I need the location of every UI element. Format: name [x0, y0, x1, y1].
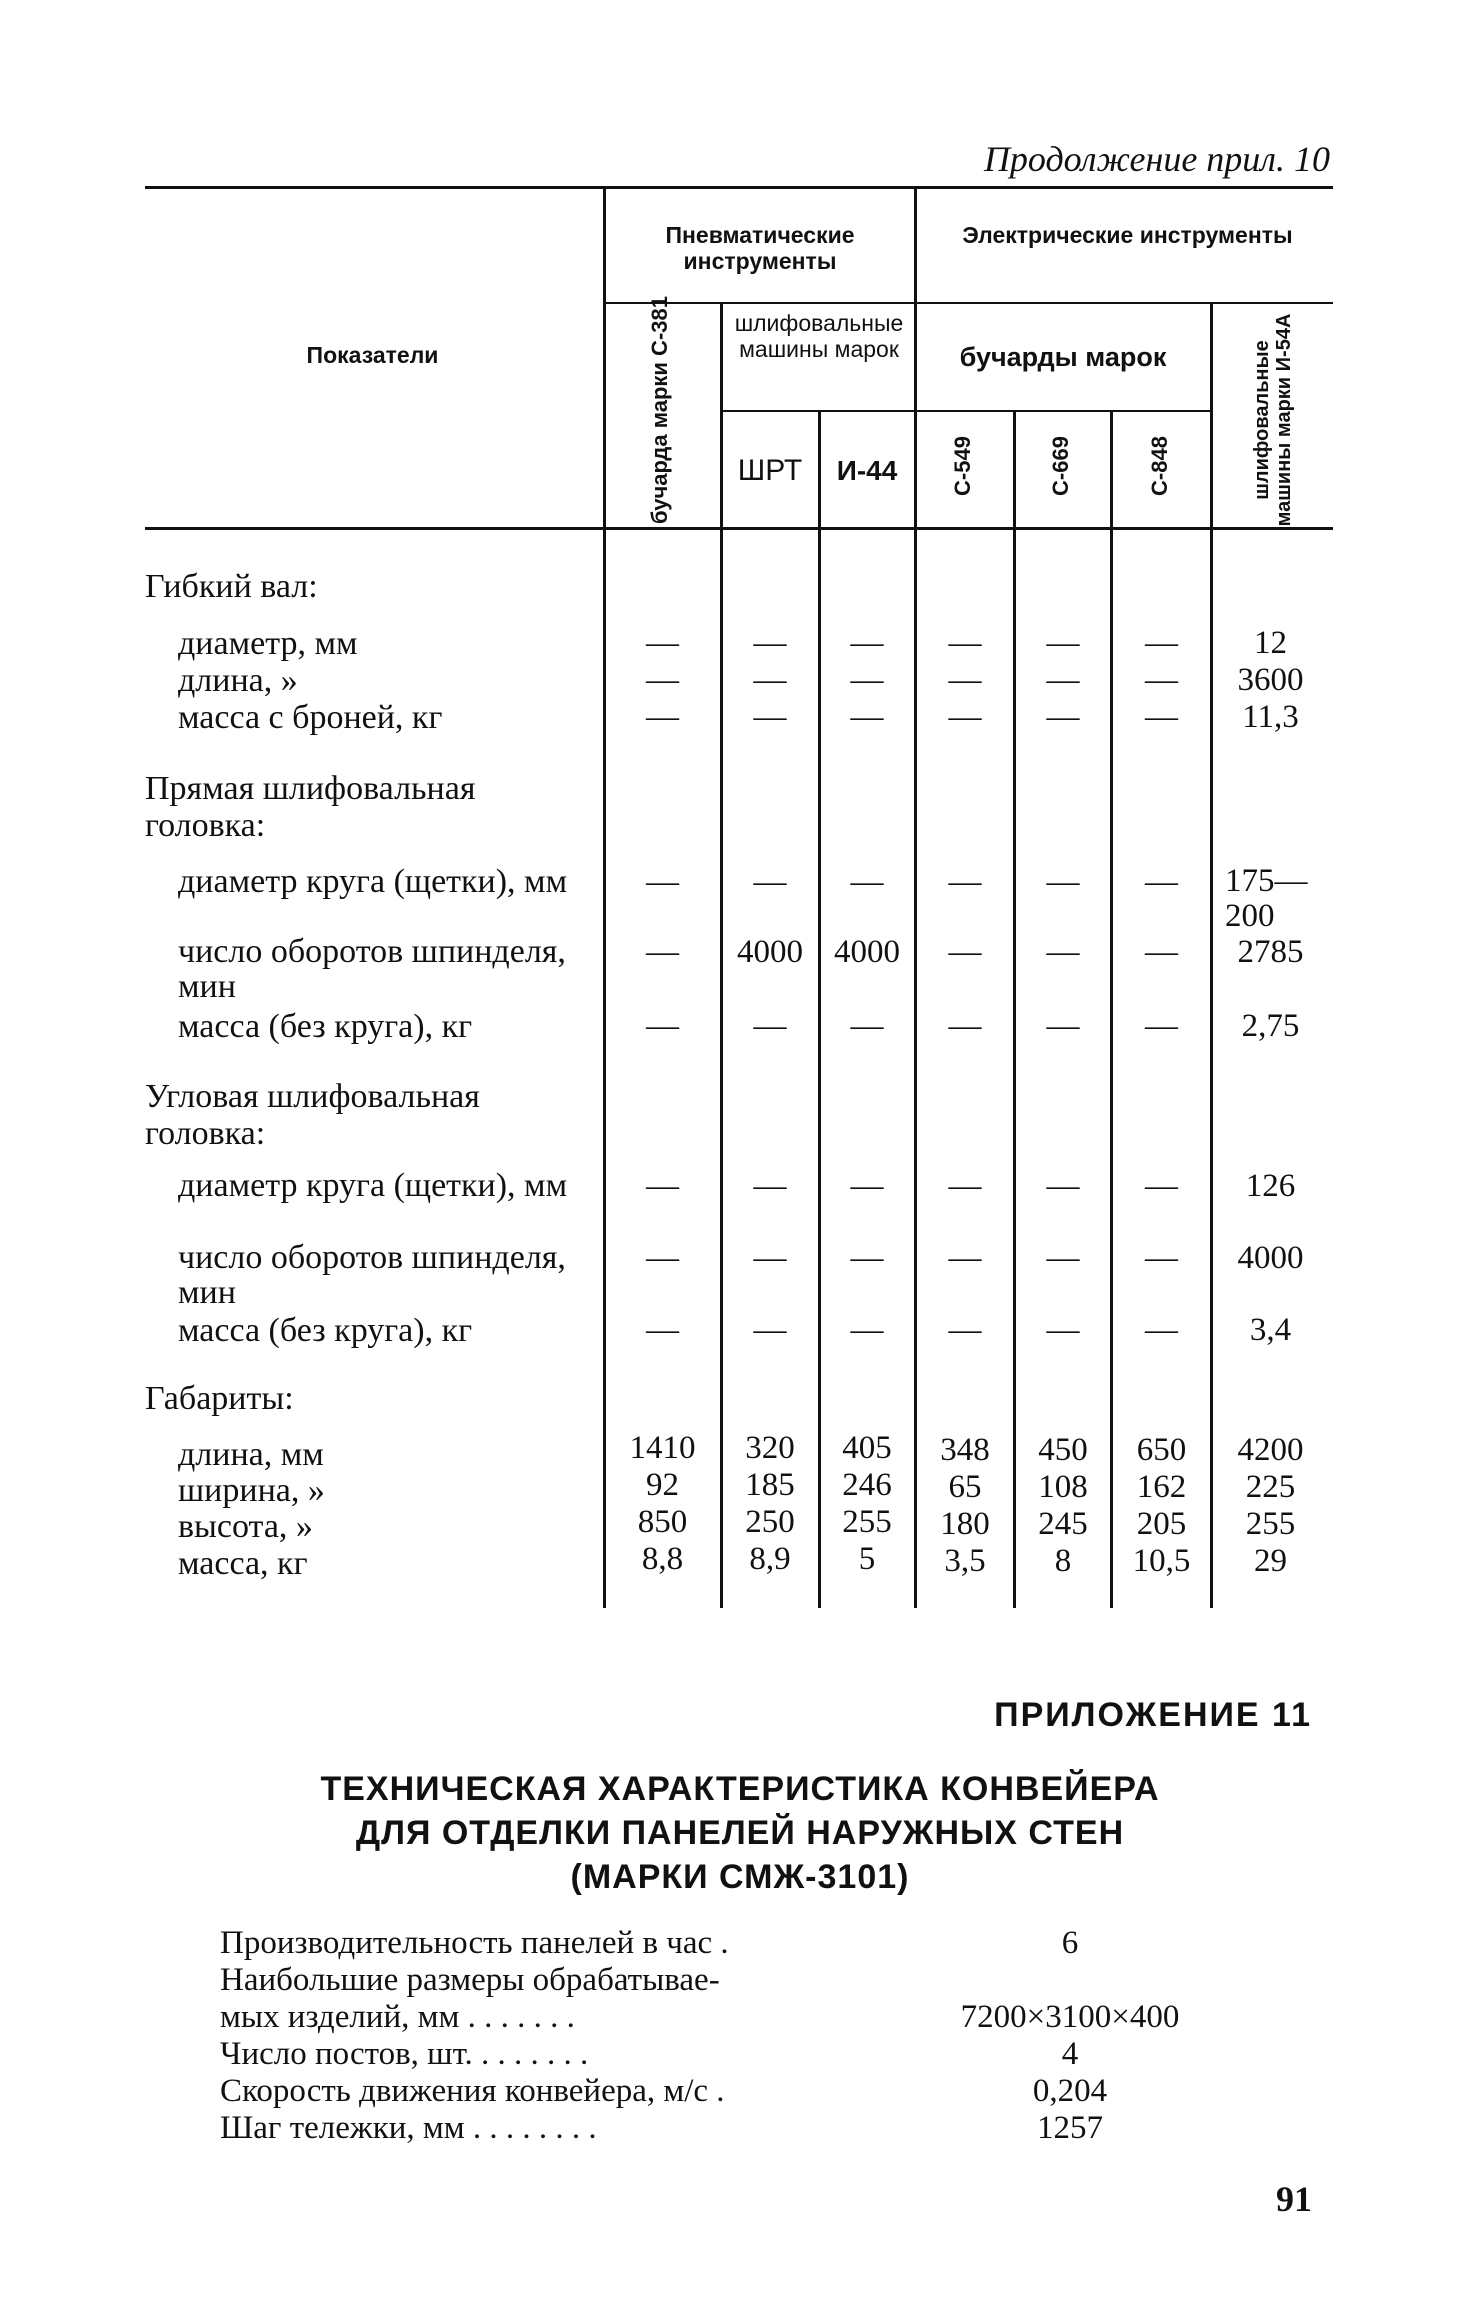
spec-value: 7200×3100×400 — [960, 1999, 1180, 2035]
table-cell: — — [850, 662, 884, 698]
table-cell: — — [1145, 662, 1178, 698]
row-label: длина, » — [178, 662, 298, 699]
table-cell: 246 — [842, 1467, 892, 1503]
table-cell: 65 — [948, 1469, 982, 1505]
header-grinding-i54a: шлифовальные машины марки И-54А — [1251, 313, 1295, 527]
spec-label: мых изделий, мм . . . . . . . — [220, 1999, 575, 2035]
buchardy-subrule — [915, 410, 1210, 412]
table-cell: — — [850, 1240, 884, 1276]
table-cell: — — [850, 1312, 884, 1348]
table-cell: — — [1046, 864, 1080, 900]
table-cell: 450 — [1038, 1432, 1088, 1468]
table-cell: 320 — [745, 1430, 795, 1466]
row-label: масса, кг — [178, 1545, 308, 1582]
group-title-flex-shaft: Гибкий вал: — [145, 568, 318, 605]
table-cell: 5 — [858, 1541, 876, 1577]
spec-label: Число постов, шт. . . . . . . . — [220, 2036, 589, 2072]
table-cell: — — [753, 1240, 787, 1276]
row-label: ширина, » — [178, 1472, 325, 1509]
table-cell: — — [1145, 699, 1178, 735]
table-cell: 3,4 — [1249, 1312, 1292, 1348]
table-cell: 8,9 — [749, 1541, 791, 1577]
table-cell: — — [948, 1240, 982, 1276]
table-cell: — — [646, 662, 679, 698]
table-cell: — — [1145, 934, 1178, 970]
row-label: диаметр, мм — [178, 625, 358, 662]
row-label: диаметр круга (щетки), мм — [178, 1167, 568, 1204]
table-cell: — — [948, 625, 982, 661]
table-cell: — — [1145, 864, 1178, 900]
header-electric: Электрические инструменты — [962, 222, 1293, 248]
table-header-rule — [145, 527, 1333, 530]
spec-value: 4 — [1061, 2036, 1079, 2072]
table-cell: 255 — [1245, 1506, 1296, 1542]
table-cell: 8 — [1054, 1543, 1072, 1579]
header-buchardy: бучарды марок — [959, 342, 1167, 372]
spec-value: 1257 — [1037, 2110, 1103, 2146]
table-cell: 2785 — [1237, 934, 1304, 970]
spec-label: Наибольшие размеры обрабатывае- — [220, 1962, 720, 1998]
table-cell: 108 — [1038, 1469, 1088, 1505]
table-cell: 1410 — [629, 1430, 696, 1466]
table-cell: 4000 — [1237, 1240, 1304, 1276]
table-cell: — — [646, 1168, 679, 1204]
table-cell: — — [948, 699, 982, 735]
header-indicators: Показатели — [306, 342, 439, 368]
group-title-straight-head: Прямая шлифовальная головка: — [145, 770, 476, 844]
table-top-rule — [145, 186, 1333, 189]
header-grinding-pneumatic: шлифовальные машины марок — [734, 310, 904, 362]
table-cell: 126 — [1245, 1168, 1296, 1204]
table-cell: — — [1046, 1168, 1080, 1204]
table-cell: — — [1145, 1240, 1178, 1276]
table-cell: 255 — [842, 1504, 892, 1540]
table-cell: 162 — [1136, 1469, 1187, 1505]
table-cell: 405 — [842, 1430, 892, 1466]
table-cell: — — [646, 1008, 679, 1044]
table-cell: 10,5 — [1132, 1543, 1191, 1579]
table-cell: — — [1046, 662, 1080, 698]
table-cell: 225 — [1245, 1469, 1296, 1505]
table-cell: — — [753, 625, 787, 661]
appendix-title-line-1: ТЕХНИЧЕСКАЯ ХАРАКТЕРИСТИКА КОНВЕЙЕРА — [320, 1770, 1160, 1808]
table-cell: — — [850, 699, 884, 735]
row-label: масса (без круга), кг — [178, 1312, 473, 1349]
header-pneumatic: Пневматические инструменты — [665, 222, 855, 274]
row-label: длина, мм — [178, 1436, 324, 1473]
row-label: высота, » — [178, 1508, 313, 1545]
appendix-label: ПРИЛОЖЕНИЕ 11 — [994, 1696, 1312, 1734]
table-cell: — — [1046, 1008, 1080, 1044]
appendix-title-line-2: ДЛЯ ОТДЕЛКИ ПАНЕЛЕЙ НАРУЖНЫХ СТЕН — [355, 1814, 1125, 1852]
table-cell: 850 — [637, 1504, 688, 1540]
table-cell: — — [753, 662, 787, 698]
table-cell: — — [850, 1168, 884, 1204]
table-cell: — — [753, 1168, 787, 1204]
table-cell: 205 — [1136, 1506, 1187, 1542]
table-cell: 3600 — [1237, 662, 1304, 698]
table-cell: — — [646, 934, 679, 970]
table-cell: — — [948, 934, 982, 970]
table-cell: 175—200 — [1225, 863, 1308, 934]
table-cell: 245 — [1038, 1506, 1088, 1542]
group-title-dimensions: Габариты: — [145, 1380, 294, 1417]
table-cell: 12 — [1254, 625, 1287, 661]
table-cell: — — [1145, 1008, 1178, 1044]
spec-label: Шаг тележки, мм . . . . . . . . — [220, 2110, 597, 2146]
spec-value: 6 — [1061, 1925, 1079, 1961]
table-cell: — — [646, 699, 679, 735]
table-cell: — — [646, 625, 679, 661]
table-cell: 4000 — [737, 934, 803, 970]
header-bucharda-s381: бучарда марки С-381 — [647, 296, 672, 524]
table-cell: — — [1145, 1312, 1178, 1348]
col-divider-1 — [603, 188, 606, 1608]
table-cell: — — [753, 1008, 787, 1044]
table-cell: 4200 — [1237, 1432, 1304, 1468]
spec-value: 0,204 — [1032, 2073, 1108, 2109]
table-cell: — — [948, 1008, 982, 1044]
table-cell: 11,3 — [1242, 699, 1299, 735]
header-s848: С-848 — [1147, 436, 1172, 496]
table-cell: 4000 — [834, 934, 900, 970]
table-cell: — — [948, 864, 982, 900]
table-cell: 250 — [745, 1504, 795, 1540]
table-cell: — — [646, 864, 679, 900]
table-cell: — — [948, 1168, 982, 1204]
header-s549: С-549 — [950, 436, 975, 496]
page-number: 91 — [1276, 2179, 1312, 2219]
header-shrt: ШРТ — [737, 454, 803, 487]
table-cell: — — [1145, 625, 1178, 661]
table-cell: — — [1046, 699, 1080, 735]
header-i44: И-44 — [836, 455, 898, 486]
table-cell: 29 — [1254, 1543, 1287, 1579]
continuation-note: Продолжение прил. 10 — [983, 139, 1330, 179]
spec-label: Скорость движения конвейера, м/с . — [220, 2073, 725, 2109]
table-cell: — — [1046, 625, 1080, 661]
table-cell: — — [850, 1008, 884, 1044]
table-cell: — — [948, 1312, 982, 1348]
table-cell: 180 — [940, 1506, 990, 1542]
table-cell: 2,75 — [1241, 1008, 1300, 1044]
spec-label: Производительность панелей в час . — [220, 1925, 729, 1961]
table-cell: — — [1046, 1312, 1080, 1348]
row-label: масса (без круга), кг — [178, 1008, 473, 1045]
group-title-angle-head: Угловая шлифовальная головка: — [145, 1078, 480, 1152]
table-cell: — — [850, 864, 884, 900]
table-cell: 185 — [745, 1467, 795, 1503]
table-cell: — — [753, 1312, 787, 1348]
table-cell: — — [1046, 1240, 1080, 1276]
row-label: число оборотов шпинделя, мин — [178, 933, 566, 1005]
table-cell: — — [850, 625, 884, 661]
table-cell: 92 — [646, 1467, 679, 1503]
table-cell: 3,5 — [944, 1543, 986, 1579]
table-cell: 650 — [1136, 1432, 1187, 1468]
table-cell: — — [948, 662, 982, 698]
header-s669: С-669 — [1048, 436, 1073, 496]
row-label: число оборотов шпинделя, мин — [178, 1239, 566, 1311]
table-cell: 8,8 — [641, 1541, 684, 1577]
table-cell: — — [753, 699, 787, 735]
row-label: масса с броней, кг — [178, 699, 443, 736]
appendix-title-line-3: (МАРКИ СМЖ-3101) — [570, 1858, 910, 1896]
table-cell: — — [646, 1240, 679, 1276]
row-label: диаметр круга (щетки), мм — [178, 863, 568, 900]
electric-subrule — [915, 302, 1333, 304]
table-cell: — — [646, 1312, 679, 1348]
table-cell: — — [1145, 1168, 1178, 1204]
table-cell: 348 — [940, 1432, 990, 1468]
table-cell: — — [1046, 934, 1080, 970]
table-cell: — — [753, 864, 787, 900]
